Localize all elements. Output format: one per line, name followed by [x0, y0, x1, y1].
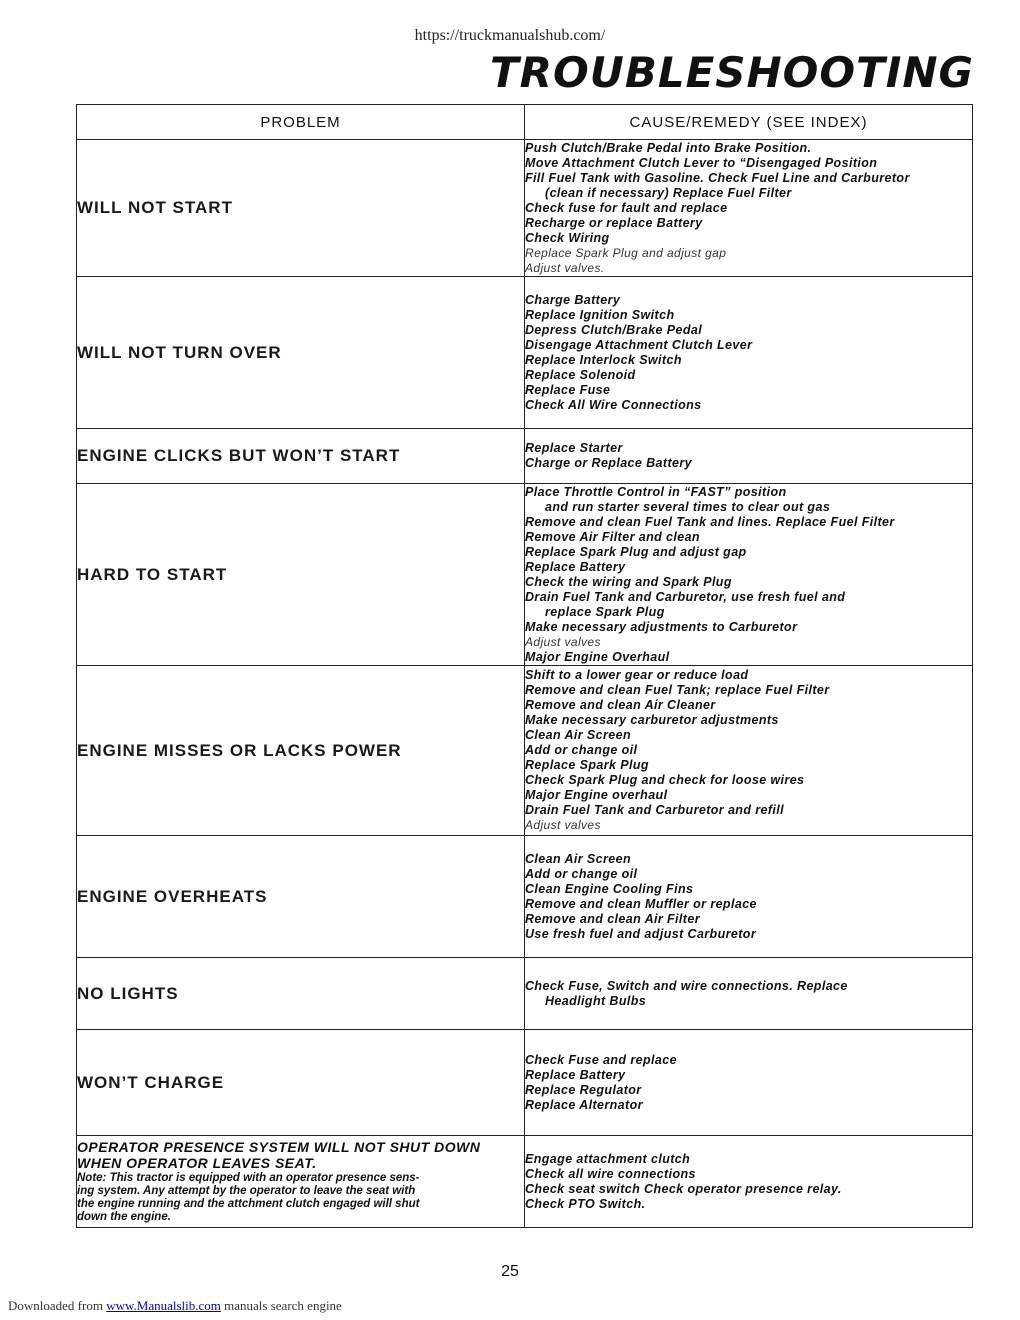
- remedy-line: Engage attachment clutch: [525, 1151, 691, 1166]
- remedy-line: Recharge or replace Battery: [525, 215, 703, 230]
- table-row: [77, 666, 973, 836]
- manualslib-link[interactable]: www.Manualslib.com: [106, 1298, 221, 1313]
- remedy-line: Check the wiring and Spark Plug: [525, 574, 732, 589]
- operator-heading-line: WHEN OPERATOR LEAVES SEAT.: [77, 1155, 317, 1171]
- page-number: 25: [501, 1263, 519, 1280]
- remedy-line: Replace Interlock Switch: [525, 352, 682, 367]
- remedy-cell: [525, 429, 973, 484]
- remedy-line: Remove and clean Muffler or replace: [525, 896, 757, 911]
- remedy-line: Drain Fuel Tank and Carburetor, use fresh fuel and: [525, 589, 846, 604]
- operator-heading-line: OPERATOR PRESENCE SYSTEM WILL NOT SHUT DOWN: [77, 1139, 481, 1155]
- remedy-line: Make necessary adjustments to Carburetor: [525, 619, 798, 634]
- remedy-line: Clean Air Screen: [525, 728, 631, 742]
- remedy-line: Place Throttle Control in “FAST” position: [525, 484, 787, 499]
- operator-presence-cell: [77, 1136, 525, 1228]
- remedy-line: (clean if necessary) Replace Fuel Filter: [545, 185, 792, 200]
- remedy-cell: [525, 666, 973, 836]
- column-header-problem: PROBLEM: [77, 105, 525, 140]
- remedy-line: Replace Spark Plug and adjust gap: [525, 245, 727, 260]
- remedy-line: Major Engine Overhaul: [525, 649, 670, 664]
- remedy-line: Headlight Bulbs: [545, 993, 647, 1008]
- remedy-line: Replace Regulator: [525, 1082, 642, 1097]
- remedy-line: Push Clutch/Brake Pedal into Brake Position.: [525, 140, 812, 155]
- remedy-line: Add or change oil: [525, 743, 638, 757]
- problem-cell: ENGINE MISSES OR LACKS POWER: [77, 666, 525, 836]
- problem-cell: ENGINE OVERHEATS: [77, 836, 525, 958]
- remedy-line: Check all wire connections: [525, 1166, 696, 1181]
- remedy-line: Check Wiring: [525, 230, 610, 245]
- remedy-line: Remove Air Filter and clean: [525, 529, 700, 544]
- remedy-line: Depress Clutch/Brake Pedal: [525, 322, 703, 337]
- remedy-cell: [525, 140, 973, 277]
- troubleshooting-table: [76, 104, 973, 1228]
- remedy-line: Replace Starter: [525, 441, 623, 455]
- operator-note-line: the engine running and the attchment clutch engaged will shut: [77, 1198, 420, 1210]
- remedy-line: Make necessary carburetor adjustments: [525, 713, 779, 727]
- problem-cell: WON’T CHARGE: [77, 1030, 525, 1136]
- remedy-line: Replace Ignition Switch: [525, 307, 675, 322]
- table-row: [77, 958, 973, 1030]
- remedy-line: Use fresh fuel and adjust Carburetor: [525, 926, 757, 941]
- remedy-line: Check seat switch Check operator presence relay.: [525, 1181, 842, 1196]
- remedy-line: Check PTO Switch.: [525, 1196, 646, 1211]
- footer-suffix: manuals search engine: [224, 1298, 342, 1313]
- remedy-line: Adjust valves: [525, 818, 601, 832]
- problem-cell: ENGINE CLICKS BUT WON’T START: [77, 429, 525, 484]
- download-footer: [8, 1298, 342, 1314]
- remedy-line: Replace Battery: [525, 1067, 626, 1082]
- remedy-line: Disengage Attachment Clutch Lever: [525, 337, 753, 352]
- table-row: [77, 836, 973, 958]
- remedy-line: Check All Wire Connections: [525, 397, 702, 412]
- remedy-line: Check Spark Plug and check for loose wires: [525, 773, 805, 787]
- problem-cell: NO LIGHTS: [77, 958, 525, 1030]
- operator-note-line: down the engine.: [77, 1211, 171, 1223]
- remedy-line: Adjust valves: [525, 634, 601, 649]
- table-row: [77, 1030, 973, 1136]
- remedy-line: Clean Engine Cooling Fins: [525, 881, 694, 896]
- table-row: [77, 484, 973, 666]
- problem-cell: HARD TO START: [77, 484, 525, 666]
- remedy-cell: [525, 1030, 973, 1136]
- remedy-line: Replace Alternator: [525, 1097, 643, 1112]
- source-url: https://truckmanualshub.com/: [414, 27, 606, 44]
- remedy-cell: [525, 277, 973, 429]
- remedy-line: and run starter several times to clear out gas: [545, 499, 831, 514]
- operator-note-line: ing system. Any attempt by the operator to leave the seat with: [77, 1185, 416, 1197]
- remedy-cell: [525, 484, 973, 666]
- problem-cell: WILL NOT TURN OVER: [77, 277, 525, 429]
- remedy-line: replace Spark Plug: [545, 604, 665, 619]
- remedy-line: Remove and clean Air Cleaner: [525, 698, 716, 712]
- remedy-line: Replace Solenoid: [525, 367, 636, 382]
- table-row: [77, 429, 973, 484]
- table-row: [77, 1136, 973, 1228]
- problem-cell: WILL NOT START: [77, 140, 525, 277]
- table-row: [77, 277, 973, 429]
- remedy-line: Check Fuse, Switch and wire connections. Replace: [525, 978, 848, 993]
- footer-prefix: Downloaded from: [8, 1298, 103, 1313]
- remedy-line: Adjust valves.: [525, 260, 605, 275]
- operator-note-line: Note: This tractor is equipped with an operator presence sens-: [77, 1172, 420, 1184]
- remedy-line: Major Engine overhaul: [525, 788, 668, 802]
- remedy-line: Replace Spark Plug: [525, 758, 649, 772]
- remedy-line: Fill Fuel Tank with Gasoline. Check Fuel Line and Carburetor: [525, 170, 910, 185]
- remedy-line: Replace Battery: [525, 559, 626, 574]
- remedy-line: Charge or Replace Battery: [525, 456, 693, 470]
- remedy-line: Check Fuse and replace: [525, 1052, 677, 1067]
- remedy-line: Clean Air Screen: [525, 851, 631, 866]
- remedy-line: Remove and clean Fuel Tank and lines. Replace Fuel Filter: [525, 514, 895, 529]
- remedy-line: Shift to a lower gear or reduce load: [525, 668, 749, 682]
- remedy-line: Replace Spark Plug and adjust gap: [525, 544, 747, 559]
- page-title: TROUBLESHOOTING: [490, 48, 974, 97]
- remedy-line: Check fuse for fault and replace: [525, 200, 728, 215]
- column-header-remedy: CAUSE/REMEDY (SEE INDEX): [525, 105, 973, 140]
- remedy-line: Charge Battery: [525, 292, 621, 307]
- remedy-cell: [525, 1136, 973, 1228]
- remedy-cell: [525, 958, 973, 1030]
- remedy-line: Add or change oil: [525, 866, 638, 881]
- remedy-line: Drain Fuel Tank and Carburetor and refill: [525, 803, 785, 817]
- remedy-line: Replace Fuse: [525, 382, 611, 397]
- remedy-line: Remove and clean Air Filter: [525, 911, 700, 926]
- remedy-line: Move Attachment Clutch Lever to “Disengaged Position: [525, 155, 878, 170]
- remedy-cell: [525, 836, 973, 958]
- remedy-line: Remove and clean Fuel Tank; replace Fuel Filter: [525, 683, 830, 697]
- table-row: [77, 140, 973, 277]
